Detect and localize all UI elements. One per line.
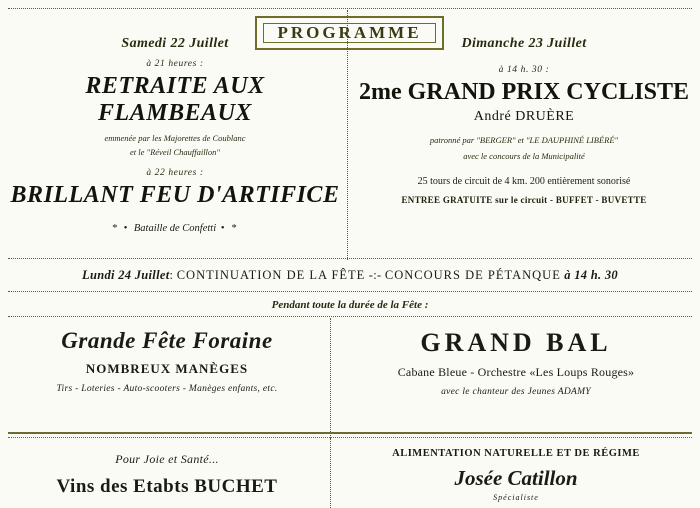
sunday-date: Dimanche 23 Juillet [461, 36, 587, 51]
catillon-tagline: ALIMENTATION NATURELLE ET DE RÉGIME [392, 448, 640, 459]
column-divider-lower [330, 318, 331, 438]
saturday-date: Samedi 22 Juillet [121, 36, 229, 51]
catillon-specialty: Spécialiste [493, 493, 539, 502]
sunday-time-1: à 14 h. 30 : [498, 65, 550, 75]
column-divider-footer [330, 438, 331, 508]
petanque-time: à 14 h. 30 [564, 268, 618, 282]
cyclist-name: André DRUÈRE [473, 109, 575, 124]
buchet-ad [8, 452, 326, 498]
catillon-ad [340, 448, 692, 502]
retraite-subtitle-1: emmenée par les Majorettes de Coublanc [104, 133, 246, 143]
programme-banner-label: PROGRAMME [263, 23, 436, 43]
grand-bal-title: GRAND BAL [420, 328, 612, 357]
buchet-name: Vins des Etabts BUCHET [56, 476, 278, 497]
band-divider: -:- [368, 268, 382, 282]
buchet-tagline: Pour Joie et Santé... [115, 452, 219, 466]
saturday-time-2: à 22 heures : [146, 167, 204, 178]
monday-date: Lundi 24 Juillet [82, 268, 170, 282]
grand-bal-column [340, 328, 692, 397]
footer-rule [8, 432, 692, 438]
monday-band [0, 268, 700, 283]
manege-line: NOMBREUX MANÈGES [85, 361, 249, 376]
monday-sep: : [169, 268, 174, 282]
retraite-subtitle-2: et le "Réveil Chauffaillon" [130, 146, 220, 157]
sunday-column [356, 36, 692, 205]
bataille-confetti-line [10, 223, 340, 234]
feu-artifice-title: BRILLANT FEU D'ARTIFICE [10, 181, 340, 208]
top-rule [8, 8, 692, 9]
confetti-dots-left: * • [111, 222, 134, 234]
band-rule-top [8, 258, 692, 259]
column-divider-top [347, 10, 348, 260]
fete-foraine-column [8, 328, 326, 394]
lower-rule-top [8, 316, 692, 317]
municipality-line: avec le concours de la Municipalité [463, 150, 585, 161]
attractions-line: Tirs - Loteries - Auto-scooters - Manèges enfants, etc. [56, 384, 278, 394]
entry-line: ENTREE GRATUITE sur le circuit - BUFFET - BUVETTE [401, 194, 647, 205]
pendant-note: Pendant toute la durée de la Fête : [271, 299, 429, 311]
continuation-label: CONTINUATION DE LA FÊTE [176, 268, 366, 282]
grand-prix-cycliste-title: 2me GRAND PRIX CYCLISTE [358, 79, 689, 105]
retraite-aux-flambeaux-title: RETRAITE AUX FLAMBEAUX [85, 73, 265, 126]
catillon-name: Josée Catillon [454, 466, 578, 490]
saturday-time-1: à 21 heures : [146, 59, 204, 69]
confetti-dots-right: • * [216, 222, 239, 234]
petanque-label: CONCOURS DE PÉTANQUE [384, 268, 561, 282]
circuit-line: 25 tours de circuit de 4 km. 200 entièrement sonorisé [417, 175, 631, 187]
chanteur-line: avec le chanteur des Jeunes ADAMY [441, 387, 591, 397]
fete-foraine-title: Grande Fête Foraine [61, 328, 273, 353]
bataille-confetti-text: Bataille de Confetti [133, 222, 217, 234]
sponsor-line: patronné par "BERGER" et "LE DAUPHINÉ LIBÉRÉ" [429, 135, 619, 145]
band-rule-bottom [8, 291, 692, 292]
saturday-column [10, 36, 340, 234]
orchestre-line: Cabane Bleue - Orchestre «Les Loups Rouges» [397, 365, 635, 379]
